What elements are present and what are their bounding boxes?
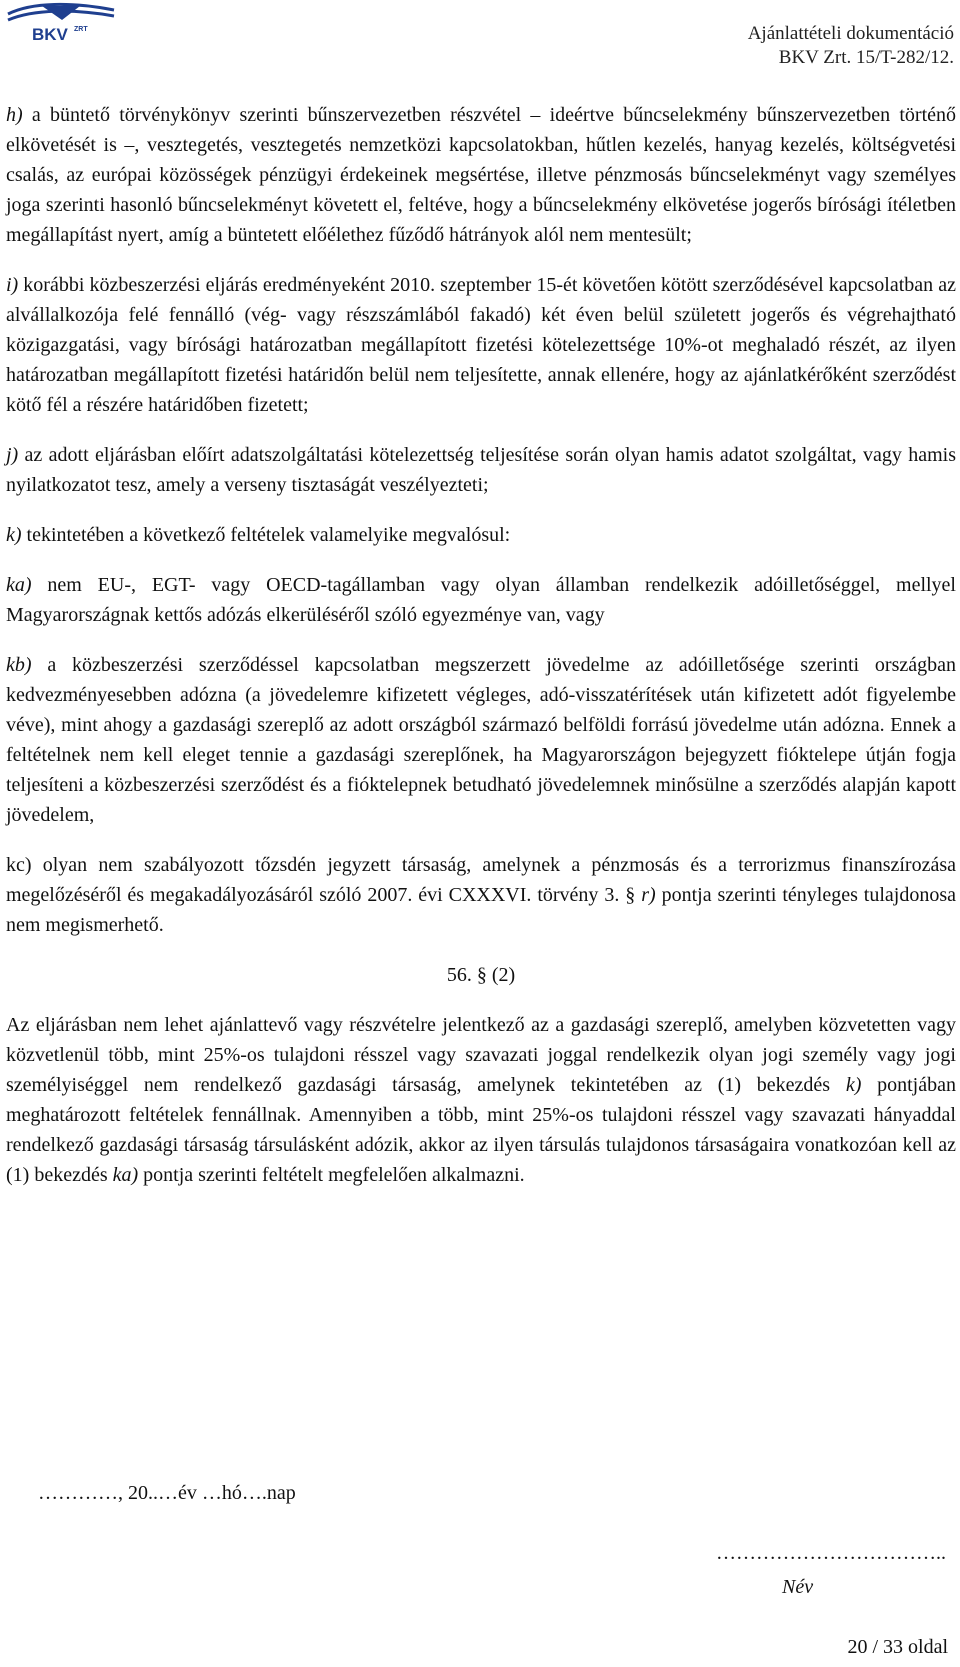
paragraph-kb: [6, 650, 956, 830]
date-line: …………, 20..…év …hó….nap: [38, 1482, 296, 1504]
signature-label: Név: [782, 1576, 814, 1598]
text-kc-1: kc) olyan nem szabályozott tőzsdén jegyzett társaság, amelynek a pénzmosás és a terrorizmus finanszírozása megelőzéséről és megakadályozásáról szóló 2007. évi CXXXVI. törvény 3. §: [6, 854, 956, 906]
text-kc-2: pontja szerinti tényleges tulajdonosa nem megismerhető.: [6, 884, 956, 936]
text-final-1: Az eljárásban nem lehet ajánlattevő vagy részvételre jelentkező az a gazdasági szereplő, amelyben közvetetten vagy közvetlenül több, mint 25%-os tulajdoni résszel vagy szavazati joggal rendelkezik olyan jogi személy vagy jogi személyiséggel nem rendelkező gazdasági társaság, amelynek tekintetében az (1) bekezdés: [6, 1014, 956, 1096]
logo-sup: ZRT: [74, 26, 88, 33]
page-number: 20 / 33 oldal: [847, 1636, 948, 1658]
doc-ref: BKV Zrt. 15/T-282/12.: [778, 47, 954, 68]
paragraph-k: [6, 520, 956, 550]
signature-line: ……………………………..: [716, 1542, 946, 1564]
label-final-ka: ka): [112, 1164, 139, 1186]
label-h: h): [6, 104, 23, 126]
text-k: tekintetében a következő feltételek valamelyike megvalósul:: [21, 524, 511, 546]
label-kb: kb): [6, 654, 32, 676]
text-h: a büntető törvénykönyv szerinti bűnszervezetben részvétel – ideértve bűncselekmény bűnszervezetben történő elkövetését is –, vesztegetés, vesztegetés nemzetközi kapcsolatokban, hűtlen kezelés, hanyag kezelés, költségvetési csalás, az európai közösségek pénzügyi érdekeinek megsértése, illetve pénzmosás bűncselekményt vagy személyes joga szerinti hasonló bűncselekményt követett el, feltéve, hogy a bűncselekmény elkövetése jogerős bírósági ítéletben megállapítást nyert, amíg a büntetett előélethez fűződő hátrányok alól nem mentesült;: [6, 104, 956, 246]
paragraph-i: [6, 270, 956, 420]
doc-title: Ajánlattételi dokumentáció: [747, 23, 954, 44]
text-kb: a közbeszerzési szerződéssel kapcsolatban megszerzett jövedelme az adóilletősége szerinti országban kedvezményesebben adózna (a jövedelemre kifizetett végleges, adó-visszatérítések után kifizetett adót figyelembe véve), mint ahogy a gazdasági szereplő az adott országból származó belföldi forrású jövedelme után adózna. Ennek a feltételnek nem kell eleget tennie a gazdasági szereplőnek, ha Magyarországon bejegyzett fióktelepe útján fogja teljesíteni a közbeszerzési szerződést és a fióktelepnek betudható jövedelemnek minősülne a szerződés alapján kapott jövedelem,: [6, 654, 956, 826]
label-ka: ka): [6, 574, 32, 596]
text-i: korábbi közbeszerzési eljárás eredményeként 2010. szeptember 15-ét követően kötött szerződésével kapcsolatban az alvállalkozója felé fennálló (vég- vagy részszámlából fakadó) két éven belül született jogerős és végrehajtható közigazgatási, vagy bírósági határozatban megállapított fizetési kötelezettsége 10%-ot meghaladó részét, az ilyen határozatban megállapított fizetési határidőn belül nem teljesítette, annak ellenére, hogy az ajánlatkérőként szerződést kötő fél a részére határidőben fizetett;: [6, 274, 956, 416]
logo-text: BKV: [32, 25, 68, 44]
header-right: [748, 22, 954, 70]
bkv-logo: [2, 0, 120, 46]
document-body: [6, 100, 956, 1210]
paragraph-ka: [6, 570, 956, 630]
bkv-logo-graphic: [2, 0, 120, 46]
text-j: az adott eljárásban előírt adatszolgáltatási kötelezettség teljesítése során olyan hamis adatot szolgáltat, vagy hamis nyilatkozatot tesz, amely a verseny tisztaságát veszélyezteti;: [6, 444, 956, 496]
paragraph-final: [6, 1010, 956, 1190]
paragraph-h: [6, 100, 956, 250]
label-final-k: k): [845, 1074, 862, 1096]
label-j: j): [6, 444, 19, 466]
text-ka: nem EU-, EGT- vagy OECD-tagállamban vagy olyan államban rendelkezik adóilletőséggel, mellyel Magyarországnak kettős adózás elkerüléséről szóló egyezménye van, vagy: [6, 574, 956, 626]
label-k: k): [6, 524, 22, 546]
label-kc-r: r): [641, 884, 656, 906]
paragraph-kc: [6, 850, 956, 940]
section-heading: 56. § (2): [446, 964, 516, 986]
text-final-3: pontja szerinti feltételt megfelelően alkalmazni.: [138, 1164, 525, 1186]
label-i: i): [6, 274, 19, 296]
text-final-2: pontjában meghatározott feltételek fennállnak. Amennyiben a több, mint 25%-os tulajdoni résszel vagy szavazati hányaddal rendelkező gazdasági társaság társulásként adózik, akkor az ilyen társulás tulajdonos társaságaira vonatkozóan kell az (1) bekezdés: [6, 1074, 956, 1186]
paragraph-j: [6, 440, 956, 500]
